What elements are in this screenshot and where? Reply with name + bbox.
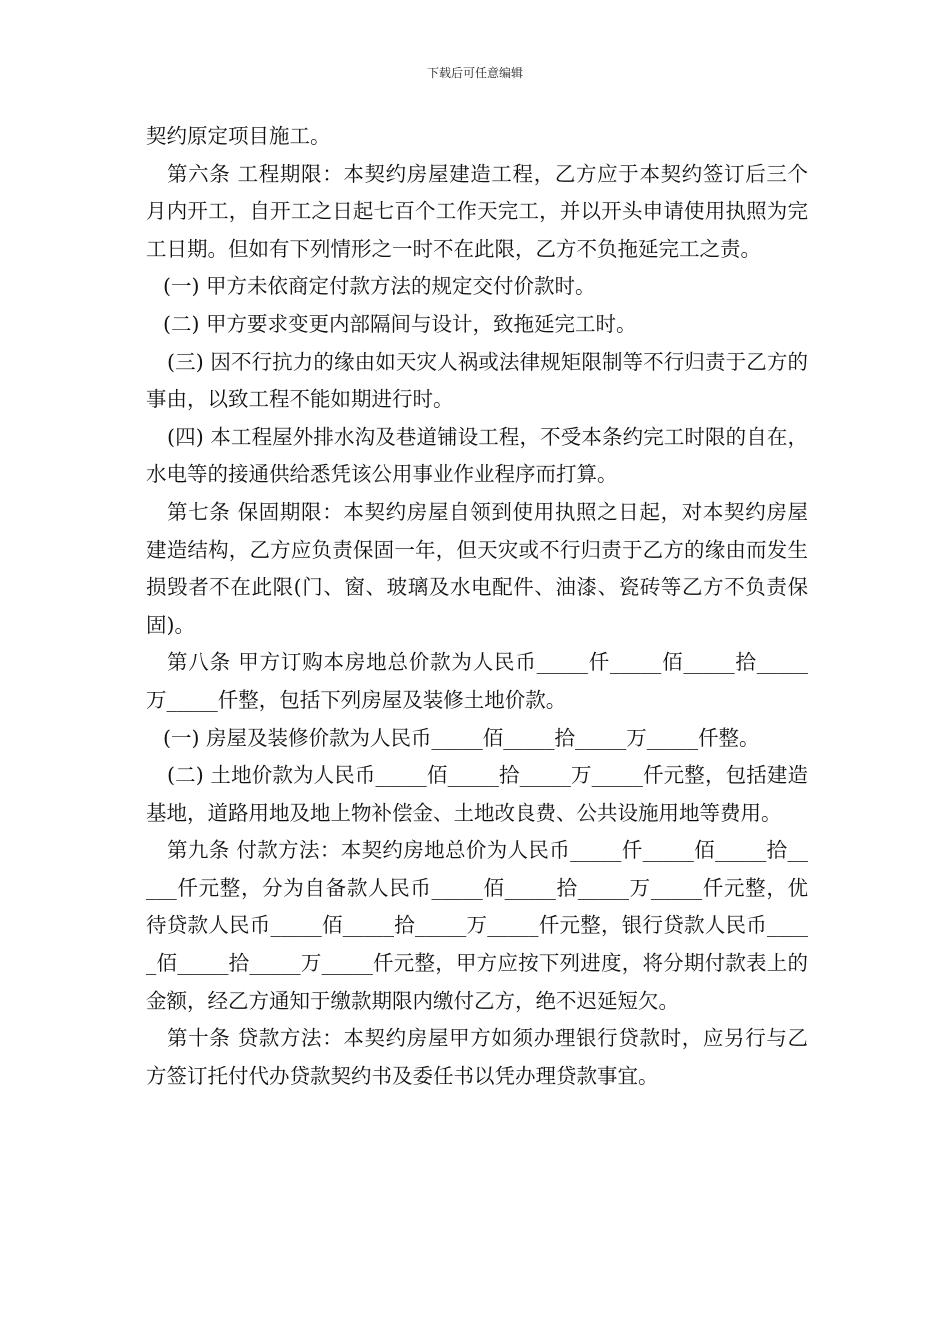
article-8-item-2: (二) 土地价款为人民币_____佰_____拾_____万_____仟元整，包括建造基地，道路用地及地上物补偿金、土地改良费、公共设施用地等费用。 <box>146 763 808 825</box>
article-6-item-2: (二) 甲方要求变更内部隔间与设计，致拖延完工时。 <box>163 311 637 336</box>
article-6-item-4: (四) 本工程屋外排水沟及巷道铺设工程，不受本条约完工时限的自在，水电等的接通供给悉凭该公用事业作业程序而打算。 <box>146 424 808 487</box>
article-6-item-1: (一) 甲方未依商定付款方法的规定交付价款时。 <box>163 274 596 299</box>
article-10: 第十条 贷款方法：本契约房屋甲方如须办理银行贷款时，应另行与乙方签订托付代办贷款契约书及委任书以凭办理贷款事宜。 <box>146 1026 808 1088</box>
document-body <box>146 118 808 1095</box>
article-8-item-1: (一) 房屋及装修价款为人民币_____佰_____拾_____万_____仟整。 <box>163 725 760 750</box>
article-7: 第七条 保固期限：本契约房屋自领到使用执照之日起，对本契约房屋建造结构，乙方应负责保固一年，但天灾或不行归责于乙方的缘由而发生损毁者不在此限(门、窗、玻璃及水电配件、油漆、瓷砖等乙方不负责保固)。 <box>146 499 808 637</box>
article-6: 第六条 工程期限：本契约房屋建造工程，乙方应于本契约签订后三个月内开工，自开工之日起七百个工作天完工，并以开头申请使用执照为完工日期。但如有下列情形之一时不在此限，乙方不负拖延完工之责。 <box>146 161 808 261</box>
page-header: 下载后可任意编辑 <box>426 66 523 80</box>
article-8: 第八条 甲方订购本房地总价款为人民币_____仟_____佰_____拾_____万_____仟整，包括下列房屋及装修土地价款。 <box>146 650 808 712</box>
paragraph-continuation: 契约原定项目施工。 <box>146 124 331 148</box>
article-9: 第九条 付款方法：本契约房地总价为人民币_____仟_____佰_____拾_____仟元整，分为自备款人民币_____佰_____拾_____万_____仟元整，优待贷款人民币_____佰_____拾_____万_____仟元整，银行贷款人民币_____佰_____拾_____万_____仟元整，甲方应按下列进度，将分期付款表上的金额，经乙方通知于缴款期限内缴付乙方，绝不迟延短欠。 <box>146 838 808 1013</box>
article-6-item-3: (三) 因不行抗力的缘由如天灾人祸或法律规矩限制等不行归责于乙方的事由，以致工程不能如期进行时。 <box>146 349 808 412</box>
